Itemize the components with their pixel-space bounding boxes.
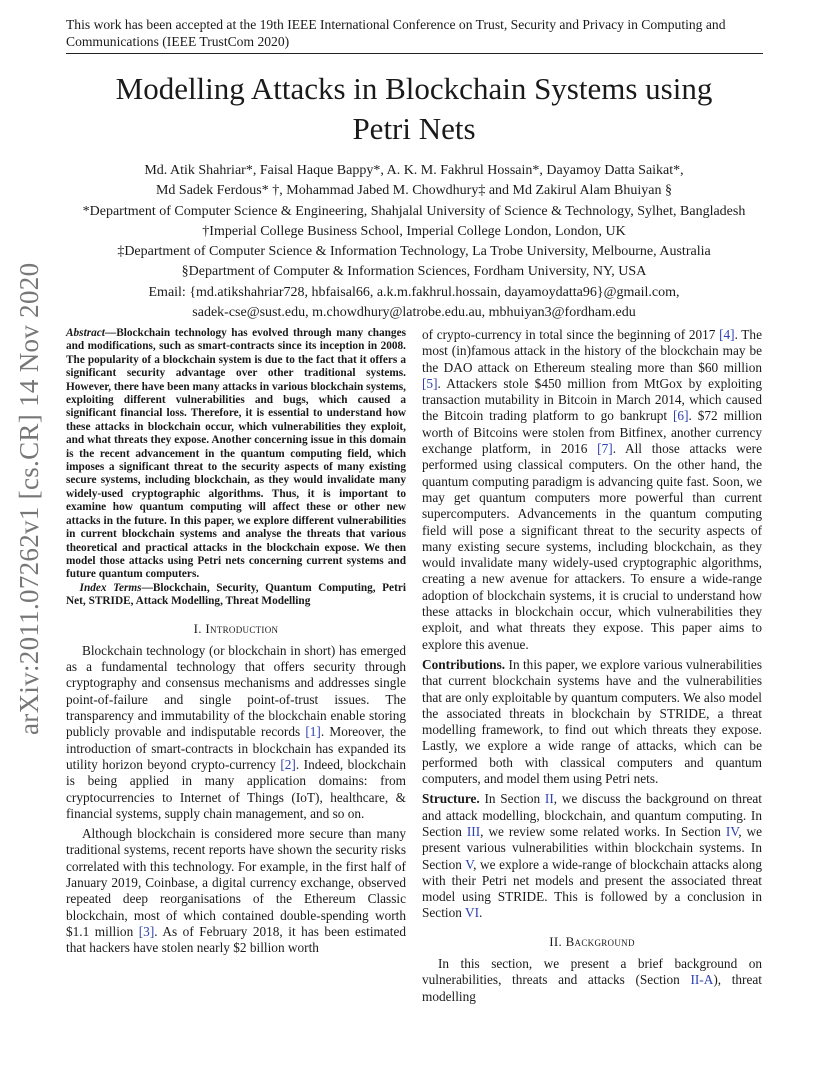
- text-run: . Attackers stole $450 million from MtGox by exploiting transaction mutability in Bitcoin in March 2014, which caused the Bitcoin trading platform to go bankrupt: [422, 375, 762, 424]
- text-run: of crypto-currency in total since the beginning of 2017: [422, 327, 720, 342]
- section-link[interactable]: II: [544, 791, 554, 807]
- email-line-1: Email: {md.atikshahriar728, hbfaisal66, a.k.m.fakhrul.hossain, dayamoydatta96}@gmail.com,: [148, 284, 680, 300]
- left-column: [66, 327, 406, 956]
- contributions-label: Contributions.: [422, 656, 506, 672]
- email-line-2: sadek-cse@sust.edu, m.chowdhury@latrobe.edu.au, mbhuiyan3@fordham.edu: [192, 305, 636, 321]
- text-run: Blockchain technology (or blockchain in short) has emerged as a fundamental technology that offers security through cryptography and consensus mechanisms and addresses single point-of-failure and single point-of-trust issues. The transparency and immutability of the blockchain enable storing publicly provable and indisputable records: [66, 642, 406, 740]
- title-line-1: Modelling Attacks in Blockchain Systems using: [115, 71, 713, 106]
- citation-link[interactable]: [2]: [280, 756, 296, 772]
- citation-link[interactable]: [1]: [305, 724, 321, 740]
- affiliation-3: ‡Department of Computer Science & Information Technology, La Trobe University, Melbourne, Australia: [117, 244, 711, 260]
- title-line-2: Petri Nets: [352, 111, 476, 146]
- author-block: [40, 161, 788, 323]
- text-run: . Indeed, blockchain is being applied in many application domains: from cryptocurrencies to Internet of Things (IoT), healthcare, & financial systems, supply chain management, and so on.: [66, 756, 406, 821]
- conference-notice: This work has been accepted at the 19th IEEE International Conference on Trust, Security and Privacy in Computing and Communications (IEEE TrustCom 2020): [66, 17, 726, 49]
- text-run: . As of February 2018, it has been estimated that hackers have stolen nearly $2 billion worth: [66, 923, 407, 956]
- affiliation-4: §Department of Computer & Information Sciences, Fordham University, NY, USA: [181, 264, 647, 280]
- text-run: . The most (in)famous attack in the history of the blockchain may be the DAO attack on Ethereum stealing more than $60 million: [422, 327, 762, 375]
- text-run: In Section: [479, 791, 545, 807]
- header-rule: [66, 53, 763, 54]
- intro-paragraph-1: [66, 643, 406, 822]
- structure-paragraph: [422, 791, 762, 921]
- text-run: , we explore a wide-range of blockchain attacks along with their Petri net models and present the associated threat model using STRIDE. This is followed by a conclusion in Section: [422, 856, 763, 921]
- index-terms-text: —Blockchain, Security, Quantum Computing, Petri Net, STRIDE, Attack Modelling, Threat Modelling: [66, 581, 406, 608]
- text-run: Although blockchain is considered more secure than many traditional systems, recent reports have shown the security risks correlated with this technology. For example, in the first half of January 2019, Coinbase, a digital currency exchange, observed repeated deep reorganisations of the Ethereum Classic blockchain, most of which contained double-spending worth $1.1 million: [66, 826, 406, 939]
- structure-label: Structure.: [422, 791, 480, 807]
- paper-title: [40, 69, 788, 149]
- intro-paragraph-continued: [422, 327, 762, 653]
- text-run: , we present various vulnerabilities within blockchain systems. In Section: [422, 823, 763, 872]
- author-names-line-1: Md. Atik Shahriar*, Faisal Haque Bappy*, A. K. M. Fakhrul Hossain*, Dayamoy Datta Saikat*,: [144, 163, 684, 178]
- text-run: ), threat modelling: [422, 972, 762, 1004]
- affiliation-2: †Imperial College Business School, Imperial College London, London, UK: [202, 223, 626, 239]
- text-run: In this section, we present a brief background on vulnerabilities, threats and attacks (Section: [422, 955, 762, 988]
- text-run: . Moreover, the introduction of smart-contracts in blockchain has expanded its utility horizon beyond crypto-currency: [66, 724, 407, 772]
- section-link[interactable]: II-A: [690, 972, 714, 988]
- text-run: . All those attacks were performed using classical computers. On the other hand, the quantum computing paradigm is advancing quite fast. Soon, we may get quantum computers more powerful than current supercomputers. Advancements in the quantum computing field will pose a significant threat to the security aspects of many existing secure systems, including blockchain, as they would invalidate many widely-used cryptographic algorithms, creating a new avenue for attackers. To ensure a wide-range adoption of blockchain systems, it is crucial to understand how these attacks in blockchain occur, which vulnerabilities they exploit, and what threats they expose. This paper aims to explore this avenue.: [422, 441, 763, 652]
- index-terms-label: Index Terms: [79, 581, 142, 594]
- arxiv-stamp: arXiv:2011.07262v1 [cs.CR] 14 Nov 2020: [14, 262, 44, 735]
- index-terms: [66, 582, 406, 609]
- section-heading-introduction: I. Introduction: [193, 620, 279, 636]
- section-link[interactable]: III: [466, 823, 481, 839]
- right-column: [422, 327, 762, 1005]
- background-paragraph-1: [422, 956, 762, 1005]
- contributions-text: In this paper, we explore various vulnerabilities that current blockchain systems have and the vulnerabilities that are only exploitable by quantum computers. We also model the associated threats in blockchain by STRIDE, a threat modelling framework, to find out which threats they expose. Lastly, we explore a wide range of attacks, which can be performed both with classical computers and quantum computers, and model them using Petri nets.: [422, 656, 762, 787]
- abstract-text: —Blockchain technology has evolved through many changes and modifications, such as smart-contracts since its inception in 2008. The popularity of a blockchain system is due to the fact that it offers a significant security advantage over other traditional systems. However, there have been many attacks in various blockchain systems, exploiting different vulnerabilities and bugs, which caused a significant financial loss. Therefore, it is essential to understand how these attacks in blockchain occur, which vulnerabilities they exploit, and what threats they expose. Another concerning issue in this domain is the recent advancement in the quantum computing field, which imposes a significant threat to the security aspects of many existing secure systems, including blockchain, as they would invalidate many widely-used cryptographic algorithms. Thus, it is important to examine how quantum computing will affect these or other new attacks in the future. In this paper, we explore different vulnerabilities in current blockchain systems and analyse the threats that various theoretical and practical attacks in the blockchain expose. We then model those attacks using Petri nets concerning current systems and future quantum computers.: [66, 327, 406, 581]
- text-run: .: [479, 905, 483, 921]
- citation-link[interactable]: [5]: [422, 375, 438, 391]
- citation-link[interactable]: [6]: [673, 408, 689, 424]
- intro-paragraph-2: [66, 826, 406, 956]
- section-heading-background: II. Background: [549, 933, 635, 949]
- abstract-label: Abstract: [66, 327, 105, 339]
- citation-link[interactable]: [3]: [138, 923, 155, 939]
- text-run: , we review some related works. In Section: [480, 823, 726, 839]
- section-link[interactable]: IV: [725, 823, 739, 839]
- section-link[interactable]: VI: [464, 905, 479, 921]
- author-names-line-2: Md Sadek Ferdous* †, Mohammad Jabed M. Chowdhury‡ and Md Zakirul Alam Bhuiyan §: [155, 183, 672, 199]
- citation-link[interactable]: [4]: [719, 327, 735, 342]
- affiliation-1: *Department of Computer Science & Engineering, Shahjalal University of Science & Technology, Sylhet, Bangladesh: [82, 203, 746, 219]
- text-run: . $72 million worth of Bitcoins were stolen from Bitfinex, another currency exchange platform, in 2016: [422, 408, 762, 457]
- abstract: [66, 327, 406, 582]
- section-link[interactable]: V: [465, 856, 474, 872]
- text-run: , we discuss the background on threat and attack modelling, blockchain, and quantum computing. In Section: [422, 791, 762, 839]
- contributions-paragraph: [422, 657, 762, 787]
- citation-link[interactable]: [7]: [597, 441, 613, 457]
